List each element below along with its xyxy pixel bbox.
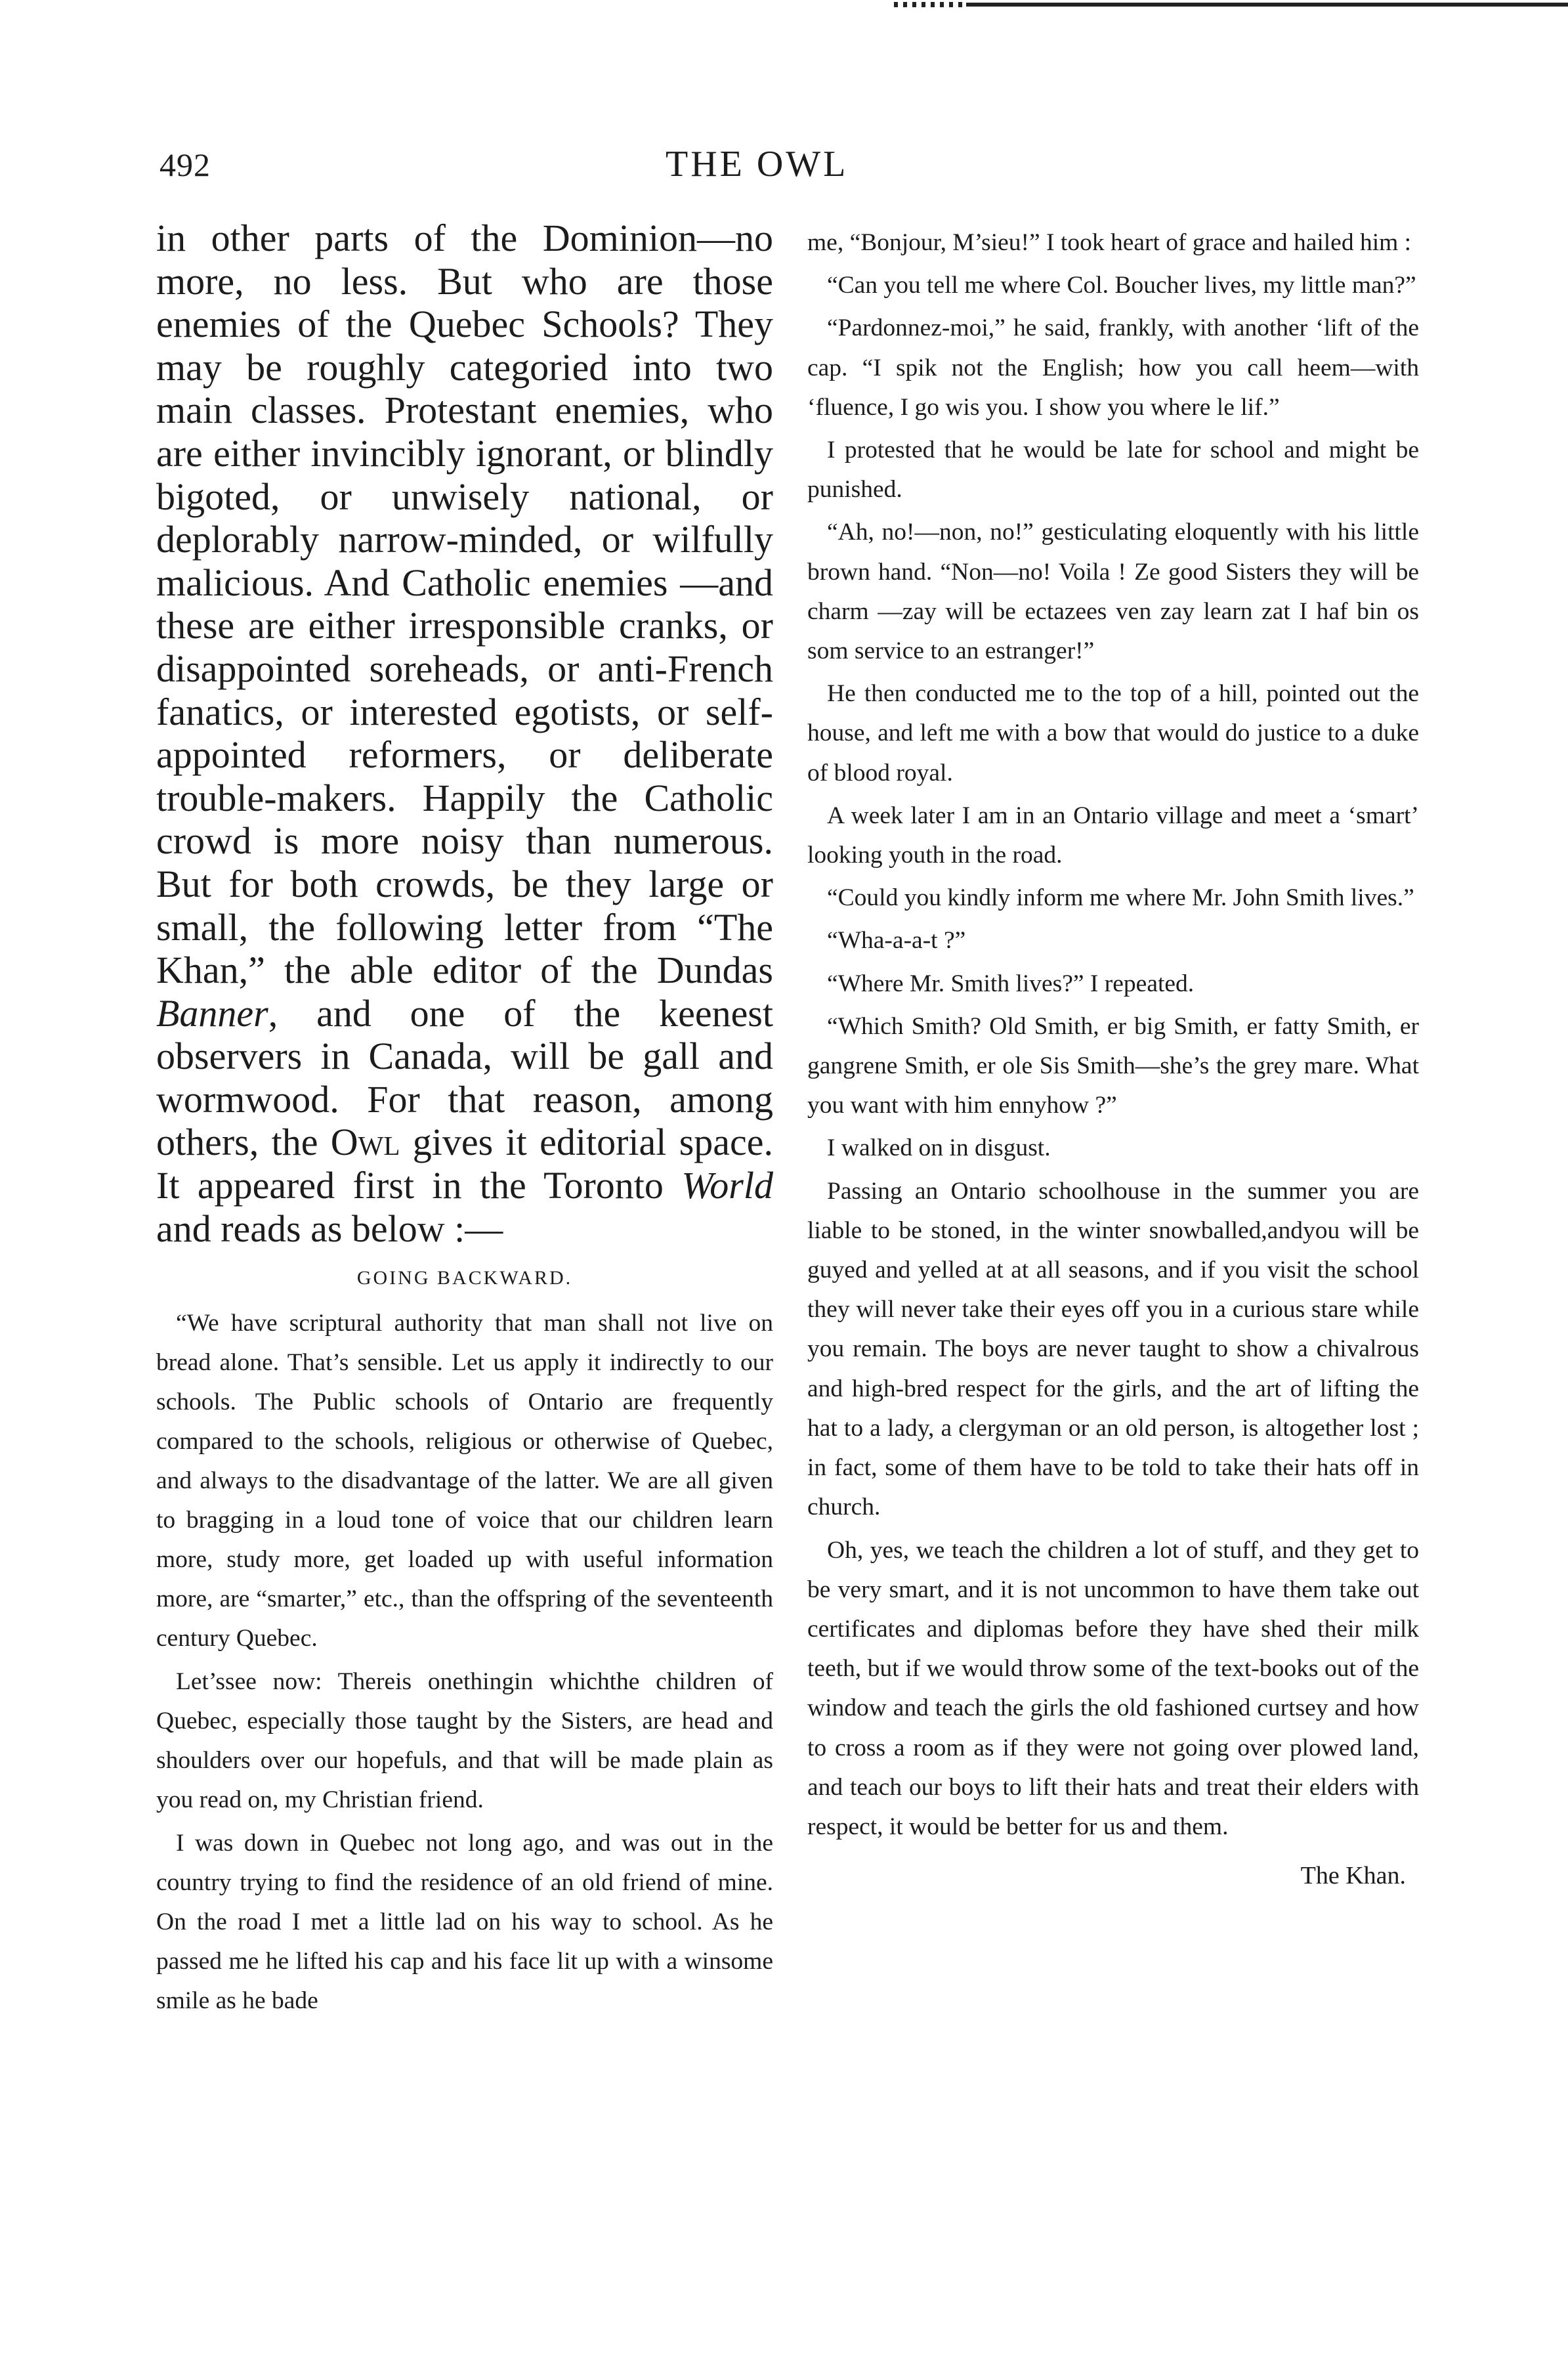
article-paragraph: “Which Smith? Old Smith, er big Smith, er fatty Smith, er gangrene Smith, er ole Sis Smith—she’s the grey mare. What you want with him ennyhow ?” bbox=[807, 1012, 1419, 1119]
left-column bbox=[156, 217, 773, 2025]
article-paragraph: I was down in Quebec not long ago, and was out in the country trying to find the residence of an old friend of mine. On the road I met a little lad on his way to school. As he passed me he lifted his cap and his face lit up with a winsome smile as he bade bbox=[156, 1830, 773, 2015]
lead-text-2: , and one of the keenest observers in Canada, will be gall and wormwood. For that reason, among others, the bbox=[156, 991, 773, 1164]
banner-title: Banner bbox=[156, 991, 268, 1035]
author-signature: The Khan. bbox=[1300, 1862, 1406, 1890]
article-paragraph: He then conducted me to the top of a hill, pointed out the house, and left me with a bow that would do justice to a duke of blood royal. bbox=[807, 680, 1419, 786]
article-paragraph: A week later I am in an Ontario village and meet a ‘smart’ looking youth in the road. bbox=[807, 802, 1419, 869]
article-paragraph: “Can you tell me where Col. Boucher lives, my little man?” bbox=[827, 272, 1416, 299]
article-paragraph: “Ah, no!—non, no!” gesticulating eloquently with his little brown hand. “Non—no! Voila ! Ze good Sisters they will be charm —zay will be ectazees ven zay learn zat I haf bin os som service to an estranger!” bbox=[807, 519, 1419, 665]
lead-text-1: in other parts of the Dominion—no more, no less. But who are those enemies of the Quebec Schools? They may be roughly categoried into two main classes. Protestant enemies, who are either invincibly ignorant, or blindly bigoted, or unwisely national, or deplorably narrow-minded, or wilfully malicious. And Catholic enemies —and these are either irresponsible cranks, or disappointed soreheads, or anti-French fanatics, or interested egotists, or self-appointed reformers, or deliberate trouble-makers. Happily the Catholic crowd is more noisy than numerous. But for both crowds, be they large or small, the following letter from “The Khan,” the able editor of the Dundas bbox=[156, 217, 773, 992]
article-paragraph: Passing an Ontario schoolhouse in the summer you are liable to be stoned, in the winter snowballed,andyou will be guyed and yelled at at all seasons, and if you visit the school they will never take their eyes off you in a curious stare while you remain. The boys are never taught to show a chivalrous and high-bred respect for the girls, and the art of lifting the hat to a lady, a clergyman or an old person, is altogether lost ; in fact, some of them have to be told to take their hats off in church. bbox=[807, 1177, 1419, 1521]
article-paragraph: I walked on in disgust. bbox=[827, 1134, 1051, 1162]
article-paragraph: “Wha-a-a-t ?” bbox=[827, 927, 966, 955]
running-head: THE OWL bbox=[666, 144, 849, 184]
article-paragraph: me, “Bonjour, M’sieu!” I took heart of grace and hailed him : bbox=[807, 229, 1412, 256]
lead-text-3: gives it editorial space. It appeared first in the Toronto bbox=[156, 1121, 773, 1207]
article-paragraph: Oh, yes, we teach the children a lot of stuff, and they get to be very smart, and it is not uncommon to have them take out certificates and diplomas before they have shed their milk teeth, but if we would throw some of the text-books out of the window and teach the girls the old fashioned curtsey and how to cross a room as if they were not going over plowed land, and teach our boys to lift their hats and treat their elders with respect, it would be better for us and them. bbox=[807, 1536, 1419, 1840]
lead-paragraph bbox=[156, 217, 773, 1250]
article-paragraph: “Where Mr. Smith lives?” I repeated. bbox=[827, 970, 1195, 997]
article-paragraph: “Pardonnez-moi,” he said, frankly, with another ‘lift of the cap. “I spik not the English; how you call heem—with ‘fluence, I go wis you. I show you where le lif.” bbox=[807, 314, 1419, 421]
right-column bbox=[807, 223, 1419, 1890]
owl-name: Owl bbox=[330, 1121, 400, 1164]
page-number: 492 bbox=[159, 146, 211, 183]
article-paragraph: Let’ssee now: Thereis onethingin whichthe children of Quebec, especially those taught by the Sisters, are head and shoulders over our hopefuls, and that will be made plain as you read on, my Christian friend. bbox=[156, 1668, 773, 1814]
article-paragraph: I protested that he would be late for school and might be punished. bbox=[807, 437, 1419, 504]
lead-text-4: and reads as below :— bbox=[156, 1207, 503, 1250]
top-border-rule bbox=[894, 3, 1568, 7]
article-paragraph: “We have scriptural authority that man shall not live on bread alone. That’s sensible. Let us apply it indirectly to our schools. The Public schools of Ontario are frequently compared to the schools, religious or otherwise of Quebec, and always to the disadvantage of the latter. We are all given to bragging in a loud tone of voice that our children learn more, study more, get loaded up with useful information more, are “smarter,” etc., than the offspring of the seventeenth century Quebec. bbox=[156, 1310, 773, 1652]
top-border-dots bbox=[894, 2, 966, 7]
article-paragraph: “Could you kindly inform me where Mr. John Smith lives.” bbox=[827, 884, 1414, 912]
world-title: World bbox=[681, 1164, 773, 1207]
section-heading: GOING BACKWARD. bbox=[356, 1267, 573, 1289]
